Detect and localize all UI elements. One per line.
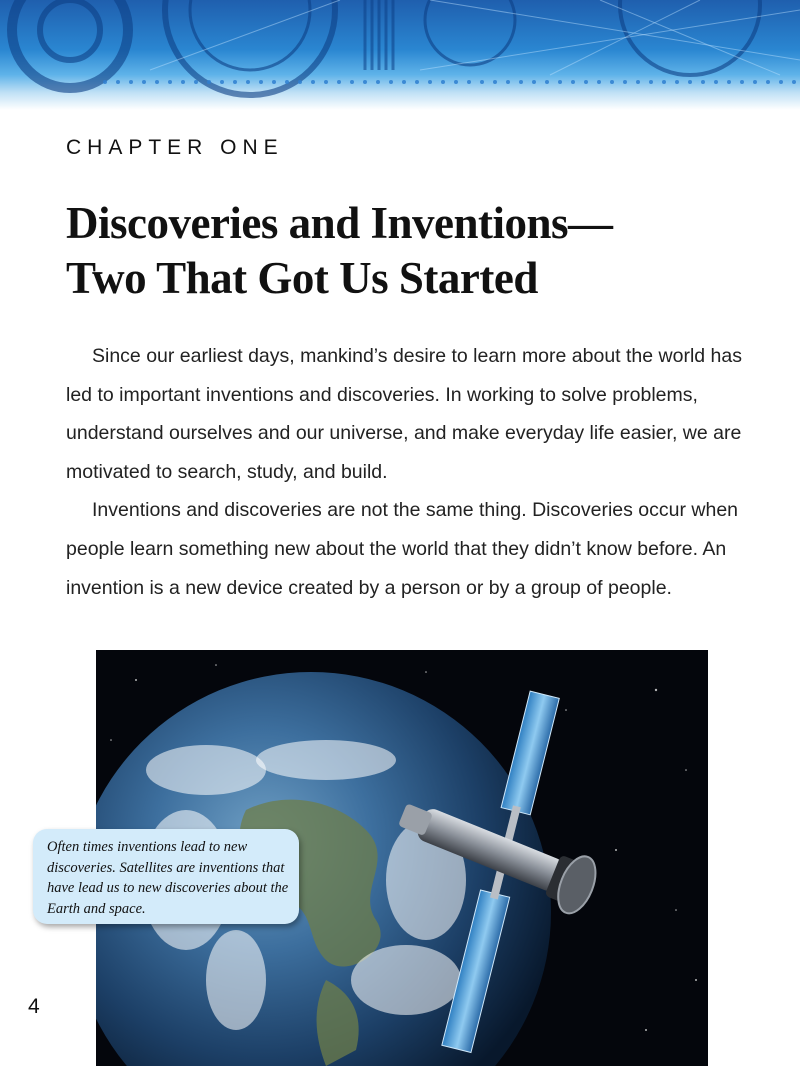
page-number: 4 [28, 995, 40, 1018]
header-banner [0, 0, 800, 110]
body-text [66, 337, 756, 607]
paragraph-1: Since our earliest days, mankind’s desire to learn more about the world has led to important inventions and discoveries. In working to solve problems, understand ourselves and our universe, and make everyday life easier, we are motivated to search, study, and build. [66, 345, 742, 483]
chapter-title-line-2: Two That Got Us Started [66, 253, 538, 303]
chapter-label: CHAPTER ONE [66, 136, 284, 159]
chapter-title-line-1: Discoveries and Inventions— [66, 198, 613, 248]
photo-caption: Often times inventions lead to new discoveries. Satellites are inventions that have lead us to new discoveries about the Earth and space. [33, 829, 299, 924]
chapter-title [66, 196, 766, 306]
gear-pattern-decoration [0, 0, 800, 110]
paragraph-2: Inventions and discoveries are not the same thing. Discoveries occur when people learn something new about the world that they didn’t know before. An invention is a new device created by a person or by a group of people. [66, 499, 739, 599]
